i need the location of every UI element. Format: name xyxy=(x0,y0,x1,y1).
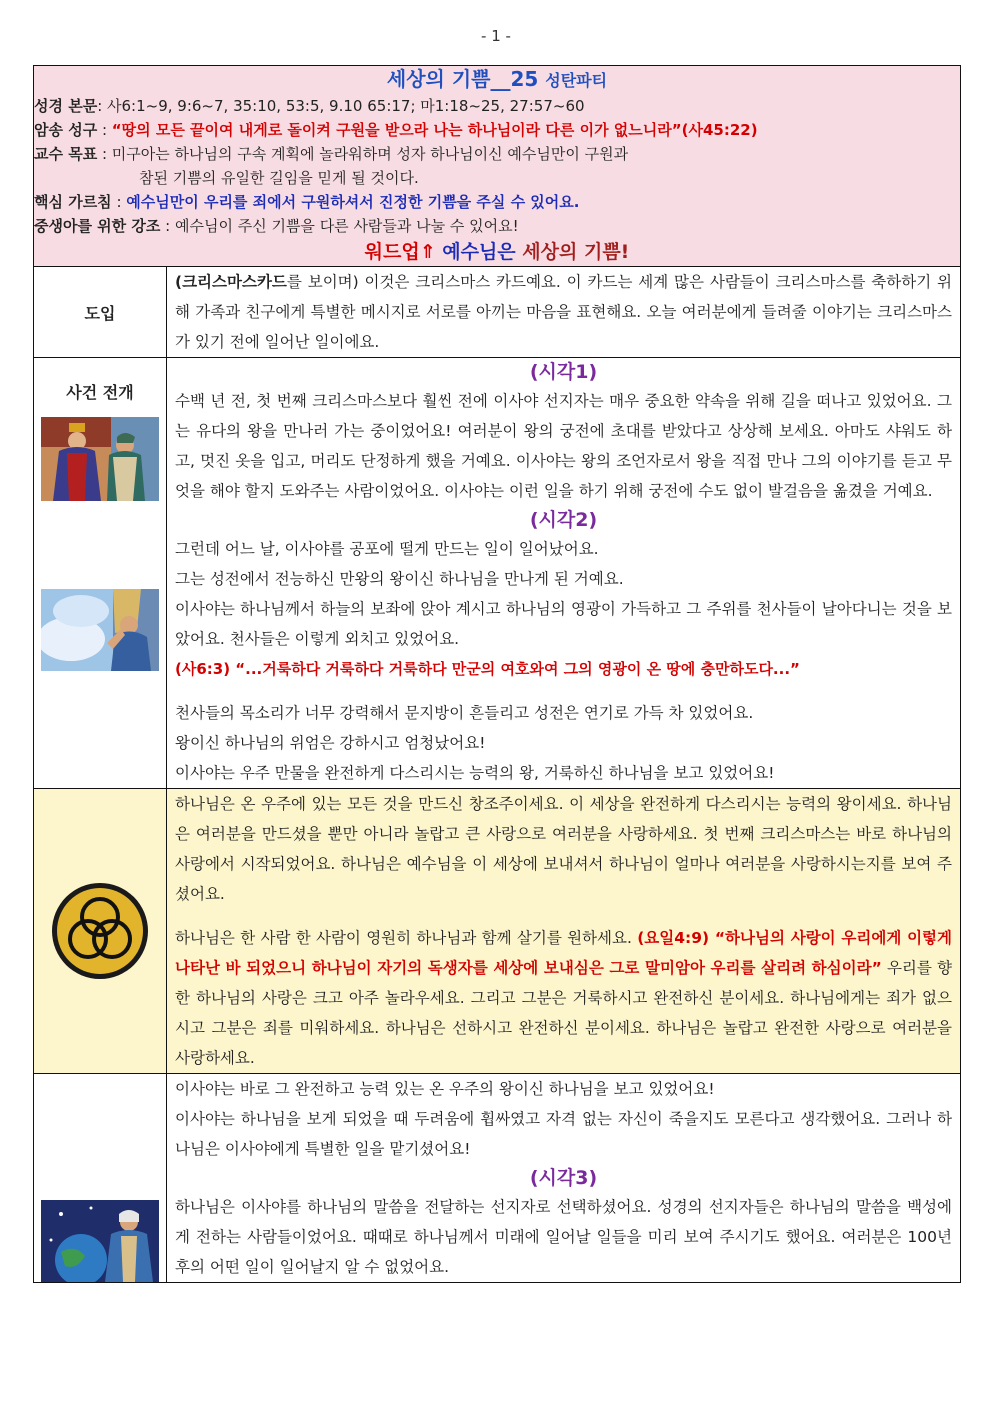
development-para-1: 수백 년 전, 첫 번째 크리스마스보다 훨씬 전에 이사야 선지자는 매우 중요한 약속을 위해 길을 떠나고 있었어요. 그는 유다의 왕을 만나러 가는 중이었어요! 여러분이 왕의 궁전에 초대를 받았다고 상상해 보세요. 아마도 샤워도 하고, 멋진 옷을 입고, 머리도 단정하게 했을 거예요. 이사야는 왕의 조언자로서 왕을 직접 만나 그의 이야기를 듣고 무엇을 해야 할지 도와주는 사람이었어요. 이사야는 이런 일을 하기 위해 궁전에 수도 없이 발걸음을 옮겼을 거예요. xyxy=(175,392,952,500)
last-para: 하나님은 이사야를 하나님의 말씀을 전달하는 선지자로 선택하셨어요. 성경의 선지자들은 하나님의 말씀을 백성에게 전하는 사람들이었어요. 때때로 하나님께서 미래에 일어날 일들을 미리 보여 주시기도 했어요. 여러분은 100년 후의 어떤 일이 일어날지 알 수 없었어요. xyxy=(175,1198,952,1276)
title-sub: 성탄파티 xyxy=(545,71,608,90)
lesson-header xyxy=(34,66,961,267)
title-main: 세상의 기쁨__25 xyxy=(386,67,539,91)
last-left xyxy=(34,1074,167,1283)
memory-label: 암송 성구 xyxy=(34,121,98,139)
gospel-para-2-a: 하나님은 한 사람 한 사람이 영원히 하나님과 함께 살기를 원하세요. xyxy=(175,929,638,947)
goal-text-1: : 미구아는 하나님의 구속 계획에 놀라워하며 성자 하나님이신 예수님만이 구원과 xyxy=(101,145,629,163)
intro-rest: 를 보이며) 이것은 크리스마스 카드예요. 이 카드는 세계 많은 사람들이 크리스마스를 축하하기 위해 가족과 친구에게 특별한 메시지로 서로를 아끼는 마음을 표현해요. 오늘 여러분에게 들려줄 이야기는 크리스마스가 있기 전에 일어난 일이에요. xyxy=(175,273,952,351)
development-para-2-line-1: 그런데 어느 날, 이사야를 공포에 떨게 만드는 일이 일어났어요. xyxy=(175,540,599,558)
emphasis-line xyxy=(34,214,960,238)
development-cell xyxy=(167,358,961,789)
goal-text-2: 참된 기쁨의 유일한 길임을 믿게 될 것이다. xyxy=(139,169,419,187)
isaiah-vision-illustration xyxy=(41,589,159,671)
trinity-circles-icon xyxy=(50,881,150,981)
wordup-object: 세상의 기쁨! xyxy=(522,241,630,263)
core-text: 예수님만이 우리를 죄에서 구원하셔서 진정한 기쁨을 주실 수 있어요. xyxy=(126,193,580,211)
development-para-2-line-3: 이사야는 하나님께서 하늘의 보좌에 앉아 계시고 하나님의 영광이 가득하고 그 주위를 천사들이 날아다니는 것을 보았어요. 천사들은 이렇게 외치고 있었어요. xyxy=(175,600,952,648)
visual-3-label: (시각3) xyxy=(529,1167,598,1189)
visual-1-label: (시각1) xyxy=(529,361,598,383)
development-para-3-line-1: 천사들의 목소리가 너무 강력해서 문지방이 흔들리고 성전은 연기로 가득 차 있었어요. xyxy=(175,704,754,722)
scripture-text: : 사6:1~9, 9:6~7, 35:10, 53:5, 9.10 65:17; 마1:18~25, 27:57~60 xyxy=(97,97,585,115)
isaiah-prophet-illustration xyxy=(41,1200,159,1282)
goal-label: 교수 목표 xyxy=(34,145,98,163)
gospel-para-2 xyxy=(167,923,960,1073)
wordup-subject: 예수님은 xyxy=(442,241,516,263)
isaiah-6-3-quote: (사6:3) “...거룩하다 거룩하다 거룩하다 만군의 여호와여 그의 영광이 온 땅에 충만하도다...” xyxy=(175,660,800,678)
lesson-title xyxy=(34,66,960,94)
last-line-1: 이사야는 바로 그 완전하고 능력 있는 온 우주의 왕이신 하나님을 보고 있었어요! xyxy=(175,1080,715,1098)
intro-cell xyxy=(167,267,961,358)
visual-2-label: (시각2) xyxy=(529,509,598,531)
scripture-line xyxy=(34,94,960,118)
page-number: - 1 - xyxy=(481,27,511,45)
intro-label: 도입 xyxy=(34,267,167,358)
word-up xyxy=(34,238,960,266)
wordup-label: 워드업⇑ xyxy=(364,241,436,263)
scripture-label: 성경 본문 xyxy=(34,97,98,115)
core-teaching-line: 핵심 가르침 : 예수님만이 우리를 죄에서 구원하셔서 진정한 기쁨을 주실 수 있어요. xyxy=(34,193,580,211)
last-cell xyxy=(167,1074,961,1283)
last-line-2: 이사야는 하나님을 보게 되었을 때 두려움에 휩싸였고 자격 없는 자신이 죽을지도 모른다고 생각했어요. 그러나 하나님은 이사야에게 특별한 일을 맡기셨어요! xyxy=(175,1110,952,1158)
goal-line xyxy=(34,142,960,166)
emphasis-text: : 예수님이 주신 기쁨을 다른 사람들과 나눌 수 있어요! xyxy=(165,217,519,235)
intro-text xyxy=(167,267,960,357)
intro-bold: (크리스마스카드 xyxy=(175,273,287,291)
isaiah-king-illustration xyxy=(41,417,159,501)
core-label: 핵심 가르침 xyxy=(34,193,112,211)
gospel-para-2-b: 우리를 향한 하나님의 사랑은 크고 아주 놀라우세요. 그리고 그분은 거룩하시고 완전하신 분이세요. 하나님에게는 죄가 없으시고 그분은 죄를 미워하세요. 하나님은 선하시고 완전하신 분이세요. 하나님은 놀랍고 완전한 사랑으로 여러분을 사랑하세요. xyxy=(175,959,953,1067)
memory-text: “땅의 모든 끝이여 내게로 돌이켜 구원을 받으라 나는 하나님이라 다른 이가 없느니라”(사45:22) xyxy=(111,121,758,139)
memory-verse-line: 암송 성구 : “땅의 모든 끝이여 내게로 돌이켜 구원을 받으라 나는 하나님이라 다른 이가 없느니라”(사45:22) xyxy=(34,121,758,139)
development-para-2-line-2: 그는 성전에서 전능하신 만왕의 왕이신 하나님을 만나게 된 거예요. xyxy=(175,570,624,588)
john-4-9-quote: (요일4:9) “하나님의 사랑이 우리에게 이렇게 나타난 바 되었으니 하나님이 자기의 독생자를 세상에 보내심은 그로 말미암아 우리를 살리려 하심이라” xyxy=(175,929,952,977)
lesson-table xyxy=(33,65,961,1283)
gospel-left xyxy=(34,789,167,1074)
development-para-3-line-2: 왕이신 하나님의 위엄은 강하시고 엄청났어요! xyxy=(175,734,486,752)
gospel-cell xyxy=(167,789,961,1074)
development-para-3-line-3: 이사야는 우주 만물을 완전하게 다스리시는 능력의 왕, 거룩하신 하나님을 보고 있었어요! xyxy=(175,764,775,782)
development-label: 사건 전개 xyxy=(66,383,134,402)
development-left xyxy=(34,358,167,789)
gospel-para-1: 하나님은 온 우주에 있는 모든 것을 만드신 창조주이세요. 이 세상을 완전하게 다스리시는 능력의 왕이세요. 하나님은 여러분을 만드셨을 뿐만 아니라 놀랍고 큰 사랑으로 여러분을 사랑하세요. 첫 번째 크리스마스는 바로 하나님의 사랑에서 시작되었어요. 하나님은 예수님을 이 세상에 보내셔서 하나님이 얼마나 여러분을 사랑하시는지를 보여 주셨어요. xyxy=(175,795,952,903)
emphasis-label: 중생아를 위한 강조 xyxy=(34,217,161,235)
